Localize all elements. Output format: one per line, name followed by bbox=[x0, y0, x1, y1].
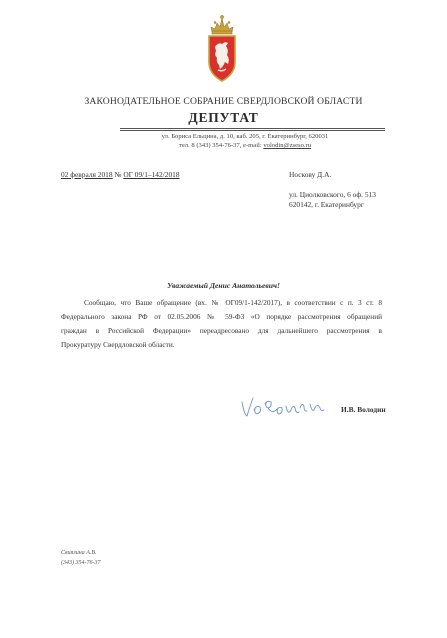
letterhead-divider bbox=[120, 130, 385, 131]
body-line: Прокуратуру Свердловской области. bbox=[61, 339, 175, 349]
recipient-street: ул. Циолковского, 6 оф. 513 bbox=[289, 189, 376, 199]
letterhead-divider bbox=[120, 128, 385, 129]
phone-label: тел. 8 (343) 354-76-37, e-mail: bbox=[178, 142, 264, 149]
letterhead-title: ДЕПУТАТ bbox=[188, 110, 259, 125]
executor-info bbox=[61, 548, 101, 568]
organization-name: ЗАКОНОДАТЕЛЬНОЕ СОБРАНИЕ СВЕРДЛОВСКОЙ ОБЛАСТИ bbox=[84, 96, 363, 107]
document-date: 02 февраля 2018 bbox=[61, 170, 113, 179]
email-link[interactable]: volodin@zseso.ru bbox=[263, 142, 312, 149]
body-line: Сообщаю, что Ваше обращение (вх. № ОГ09/1-142/2017), в соответствии с п. 3 ст. 8 bbox=[84, 298, 382, 307]
number-sign: № bbox=[112, 170, 124, 179]
body-line: Федерального закона РФ от 02.05.2006 № 59-ФЗ «О порядке рассмотрения обращений bbox=[61, 311, 382, 321]
document-number: ОГ 09/1–142/2018 bbox=[123, 170, 180, 179]
recipient-name: Носкову Д.А. bbox=[289, 170, 332, 179]
body-line: граждан в Российской Федерации» переадресовано для дальнейшего рассмотрения в bbox=[61, 325, 382, 335]
executor-name: Свиязина А.В. bbox=[61, 550, 97, 556]
letter-body bbox=[61, 296, 382, 352]
handwritten-signature bbox=[238, 392, 326, 422]
signer-name: И.В. Володин bbox=[341, 405, 386, 414]
salutation: Уважаемый Денис Анатольевич! bbox=[167, 281, 280, 290]
document-reference bbox=[61, 170, 180, 179]
sverdlovsk-coat-of-arms-icon bbox=[203, 12, 241, 84]
recipient-block bbox=[289, 170, 376, 209]
office-contacts bbox=[110, 141, 380, 150]
office-address: ул. Бориса Ельцина, д. 10, каб. 205, г. Екатеринбург, 620031 bbox=[161, 133, 329, 140]
recipient-city: 620142, г. Екатеринбург bbox=[289, 199, 364, 209]
executor-phone: (343) 354-76-37 bbox=[61, 560, 101, 566]
